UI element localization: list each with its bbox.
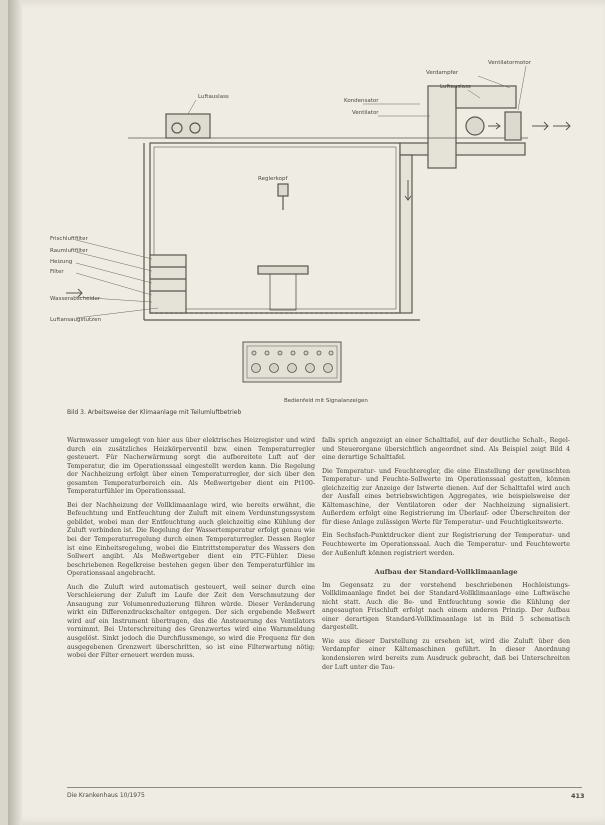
page-binding-shadow (8, 0, 22, 825)
paragraph: Bei der Nachheizung der Vollklimaanlage wird, wie bereits erwähnt, die Befeuchtung und Entfeuchtung der Zuluft mit einem Verdunstungssystem gebildet, wobei man der Entfeuchtung auch gleichzeitig eine Kühlung der Zuluft verbinden ist. Die Regelung der Wassertemperatur erfolgt genau wie bei der Temperaturregelung durch einen Temperaturregler. Dessen Regler ist eine Einheitsregelung, wobei die Eintrittstemperatur des Wassers den Sollwert angibt. Als Meßwertgeber dient ein PTC-Fühler. Diese beschriebenen Regelkreise bestehen gegen über den Temperaturfühler im Operationssaal angebracht. (67, 501, 315, 578)
label-kondensator: Kondensator (344, 98, 379, 104)
paragraph: Ein Sechsfach-Punktdrucker dient zur Registrierung der Temperatur- und Feuchtewerte im Operationssaal. Auch die Temperatur- und Feuchtewerte der Außenluft können registriert werden. (322, 532, 570, 557)
panel-caption: Bedienfeld mit Signalanzeigen (284, 398, 368, 404)
label-raumluftfilter: Raumluftfilter (50, 248, 88, 254)
label-ventilatormotor: Ventilatormotor (488, 60, 531, 66)
label-luftansaugstutzen: Luftansaugstutzen (50, 317, 101, 323)
figure-caption: Bild 3. Arbeitsweise der Klimaanlage mit Teilumluftbetrieb (67, 409, 242, 416)
label-frischluftfilter: Frischluftfilter (50, 236, 88, 242)
paragraph: Auch die Zuluft wird automatisch gesteuert, weil seiner durch eine Verschleierung der Zuluft im Laufe der Zeit den Verschmutzung der Ansaugung zur Volumenreduzierung führen würde. Dieser Veränderung wirkt ein Differenzdruckschalter entgegen. Der sich ergebende Meßwert wird auf ein Instrument übertragen, das die Ansteuerung des Ventilators vornimmt. Bei Unterschreitung des Grenzwertes wird eine Warnmeldung ausgelöst. Sinkt jedoch die Durchflussmenge, so wird die Frequenz für den ausgegebenen Grenzwert überschritten, so ist eine Filterwartung nötig; wobei der Filter erneuert werden muss. (67, 583, 315, 660)
label-luftauslass-oben: Luftauslass (198, 94, 229, 100)
paragraph: Warmwasser umgelegt von hier aus über elektrisches Heizregister und wird durch ein zusätzliches Heizkörperventil bzw. einen Temperaturregler gesteuert. Für Nacherwärmung sorgt die aufbereitete Luft auf der Temperatur, die im Operationssaal eingestellt werden kann. Die Regelung der Nachheizung erfolgt über einen Temperaturregler, der sich über den gesamten Temperaturbereich ein. Als Meßwertgeber dient ein Pt100-Temperaturfühler im Operationssaal. (67, 437, 315, 496)
footer-rule (67, 787, 582, 788)
label-ventilator: Ventilator (352, 110, 379, 116)
page-number: 413 (571, 792, 585, 800)
room-outline (150, 143, 400, 313)
journal-reference: Die Krankenhaus 10/1975 (67, 792, 145, 799)
text-column-right (322, 437, 570, 677)
label-reglerkopf: Reglerkopf (258, 176, 288, 182)
figure-schematic (48, 30, 588, 425)
paragraph: Wie aus dieser Darstellung zu ersehen ist, wird die Zuluft über den Verdampfer einer Kältemaschinen geführt. In dieser Anordnung kondensieren wird bereits zum Ausdruck gebracht, daß bei Unterschreiten der Luft unter die Tau- (322, 637, 570, 671)
label-filter: Filter (50, 269, 64, 275)
label-luftansaugung: Luftauslass (440, 84, 471, 90)
paragraph: Im Gegensatz zu der vorstehend beschriebenen Hochleistungs-Vollklimaanlage findet bei der Standard-Vollklimaanlage eine Luftwäsche nicht statt. Auch die Be- und Entfeuchtung sowie die Kühlung der angesaugten Frischluft erfolgt nach einem anderen Prinzip. Der Aufbau einer derartigen Standard-Vollklimaanlage ist in Bild 5 schematisch dargestellt. (322, 581, 570, 632)
arrow-right-1 (532, 122, 548, 130)
paragraph: falls sprich angezeigt an einer Schalttafel, auf der deutliche Schalt-, Regel- und Steuerorgane übersichtlich angeordnet sind. Als Beispiel zeigt Bild 4 eine derartige Schalttafel. (322, 437, 570, 462)
label-verdampfer: Verdampfer (426, 70, 459, 76)
label-heizung: Heizung (50, 259, 73, 265)
section-heading: Aufbau der Standard-Vollklimaanlage (374, 568, 518, 577)
label-wasserabscheider: Wasserabscheider (50, 296, 101, 302)
arrow-right-2 (553, 122, 570, 130)
text-column-left (67, 437, 315, 666)
page (8, 0, 605, 825)
ventilation-schematic (48, 30, 588, 425)
paragraph: Die Temperatur- und Feuchteregler, die eine Einstellung der gewünschten Temperatur- und Feuchte-Sollwerte im Operationssaal gestatten, können gleichzeitig zur Anzeige der Istwerte dienen. Auf der Schalttafel wird auch der Ausfall eines betriebswichtigen Aggregates, wie beispielsweise der Kältemaschine, der Ventilatoren oder der Nachheizung signalisiert. Außerdem erfolgt eine Registrierung im Überlauf- oder Überschreiten der für diese Anlage zulässigen Werte für Temperatur- und Feuchtigkeitswerte. (322, 467, 570, 526)
